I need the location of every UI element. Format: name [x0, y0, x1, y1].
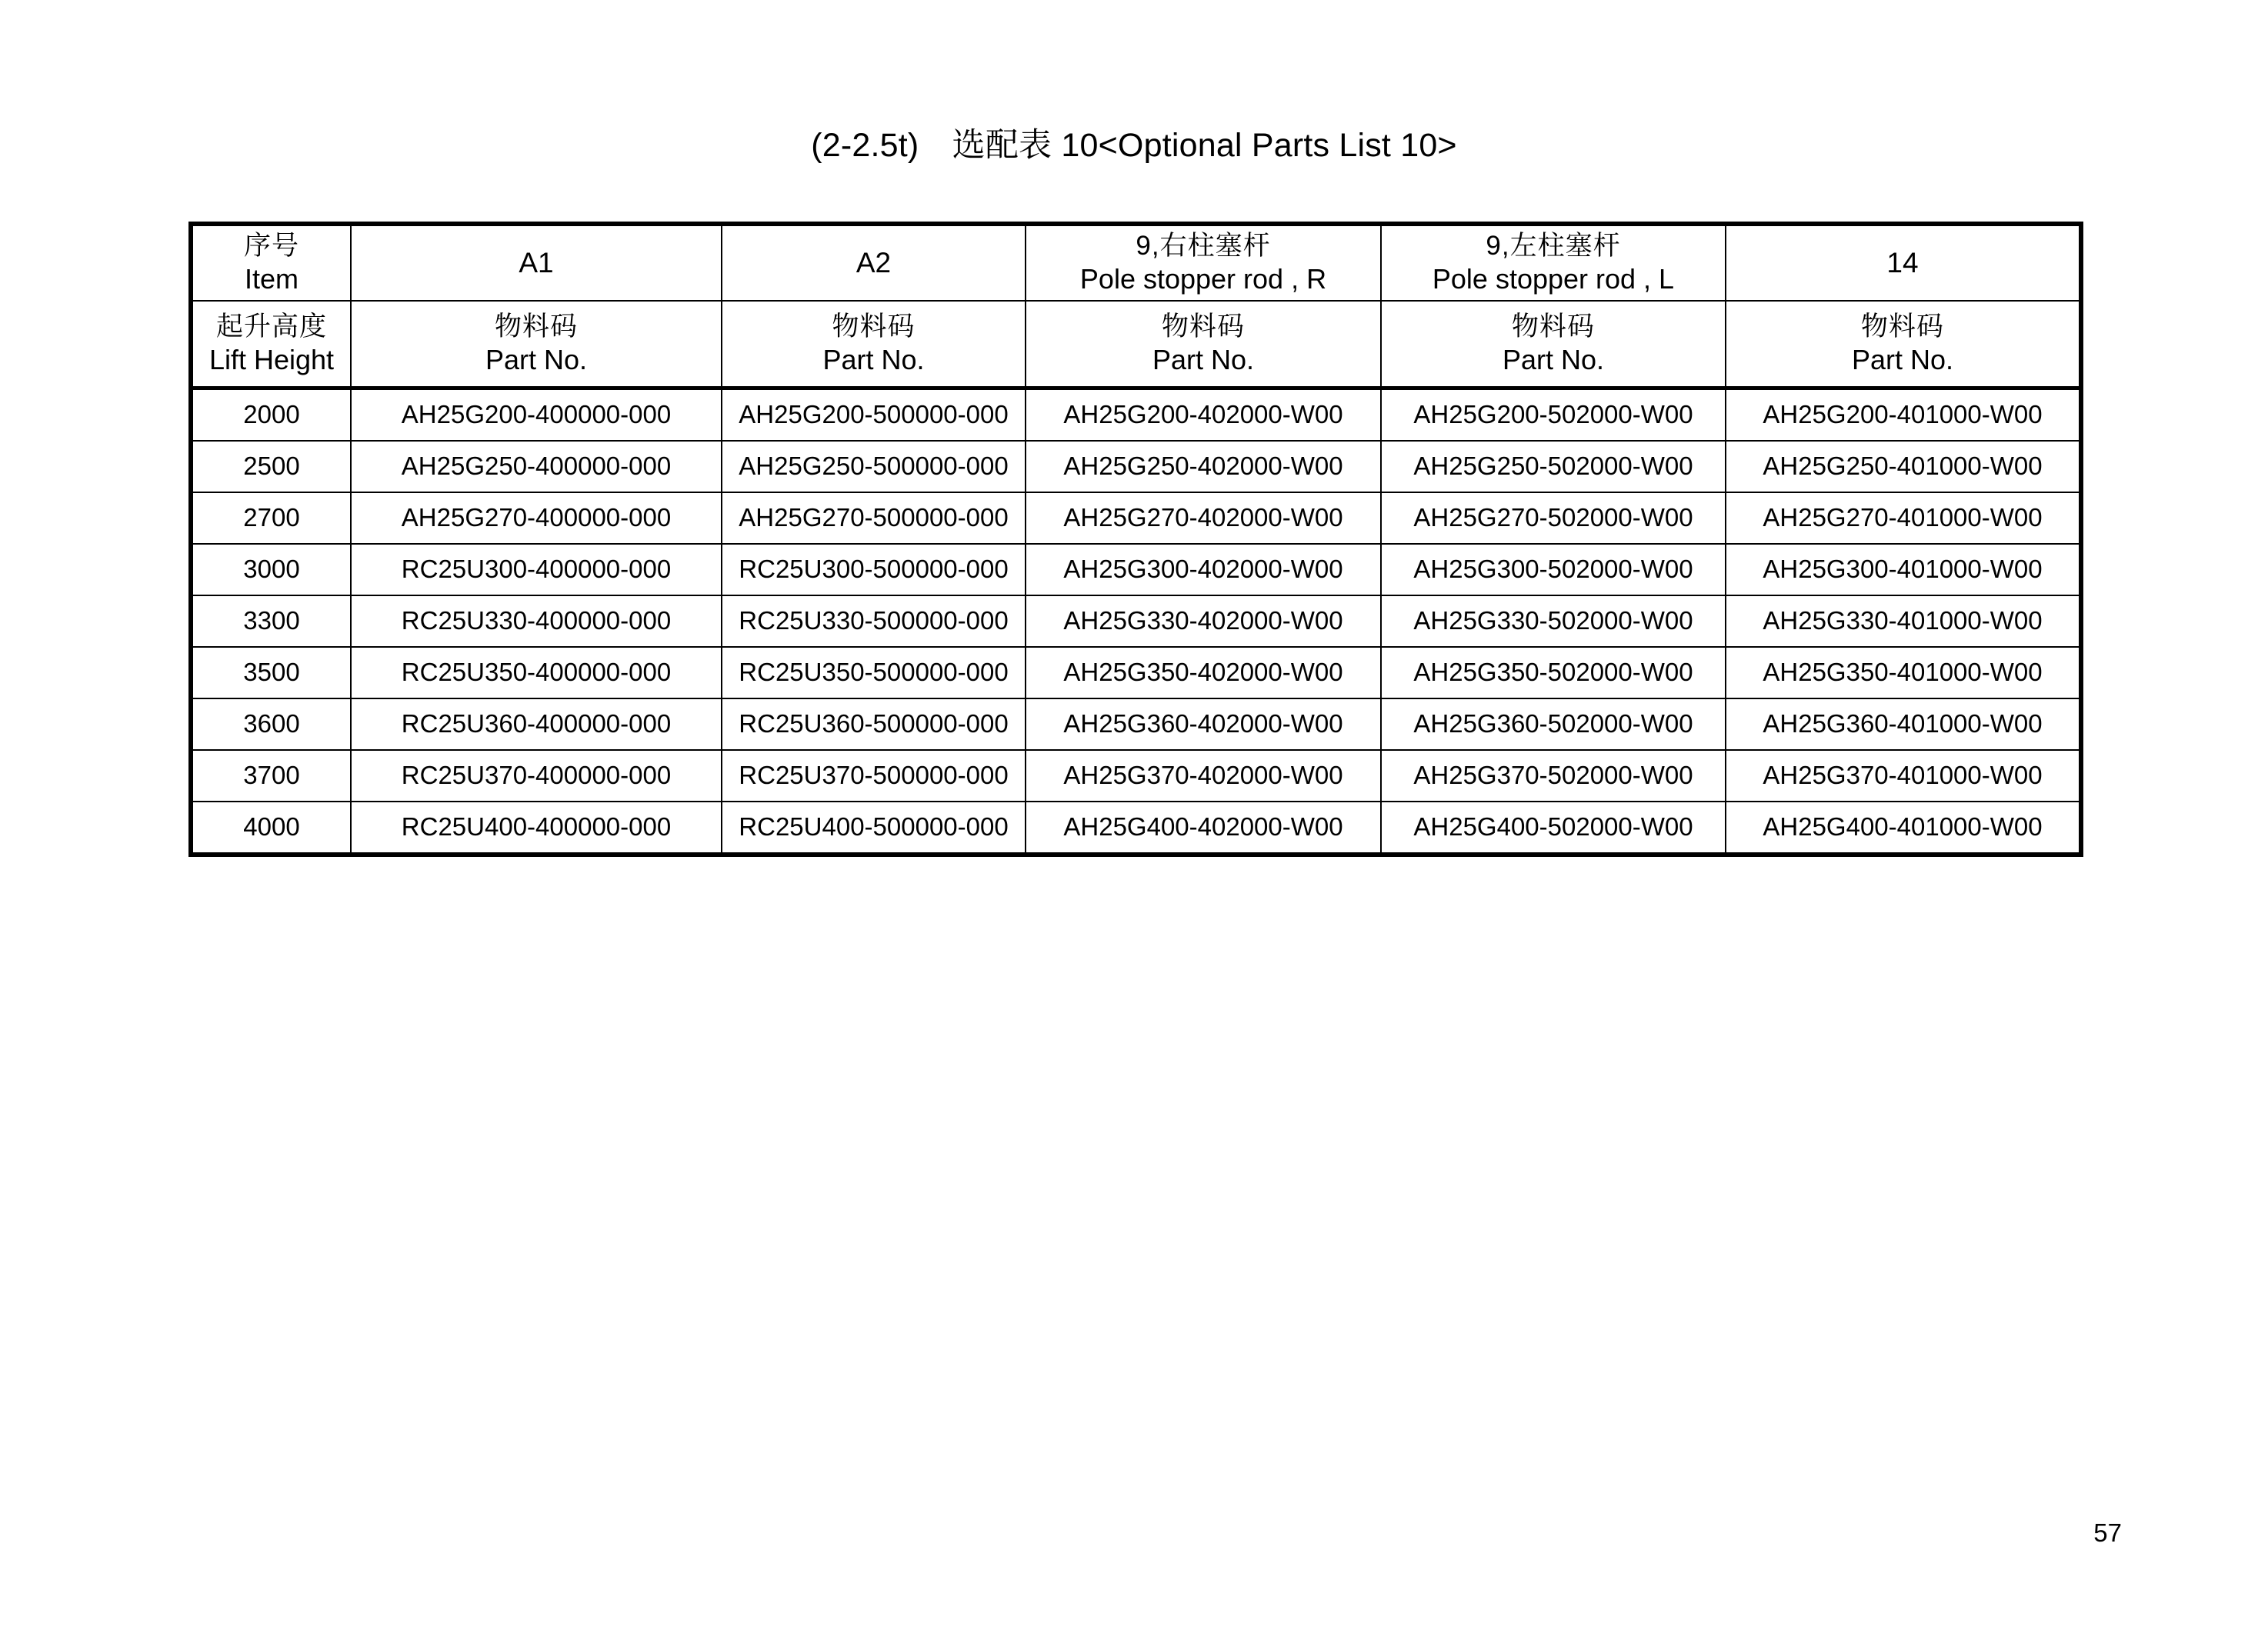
page-title: (2-2.5t) 选配表 10<Optional Parts List 10> [811, 127, 1457, 164]
cell-part-no-rod-r: AH25G400-402000-W00 [1026, 802, 1381, 855]
cell-part-no-a2: RC25U360-500000-000 [722, 698, 1026, 750]
cell-part-no-rod-r: AH25G360-402000-W00 [1026, 698, 1381, 750]
cell-part-no-a2: RC25U370-500000-000 [722, 750, 1026, 802]
table-row [191, 750, 2081, 802]
header-part-no-a1-en: Part No. [485, 344, 588, 376]
optional-parts-table [188, 222, 2083, 857]
header-pole-stopper-rod-r-en: Pole stopper rod , R [1079, 263, 1327, 295]
header-a1 [351, 224, 722, 301]
header-part-no-a2-cn: 物料码 [832, 311, 916, 342]
cell-part-no-rod-r: AH25G370-402000-W00 [1026, 750, 1381, 802]
cell-part-no-rod-r: AH25G330-402000-W00 [1026, 595, 1381, 647]
cell-lift-height: 2500 [191, 441, 351, 492]
cell-part-no-a2: RC25U350-500000-000 [722, 647, 1026, 698]
cell-lift-height: 4000 [191, 802, 351, 855]
header-a2 [722, 224, 1026, 301]
cell-part-no-item-14: AH25G330-401000-W00 [1726, 595, 2081, 647]
cell-part-no-a1: RC25U350-400000-000 [351, 647, 722, 698]
cell-part-no-rod-r: AH25G300-402000-W00 [1026, 544, 1381, 595]
header-pole-stopper-rod-r [1026, 224, 1381, 301]
cell-part-no-rod-l: AH25G330-502000-W00 [1381, 595, 1726, 647]
cell-lift-height: 3600 [191, 698, 351, 750]
header-part-no-item-14-en: Part No. [1851, 344, 1954, 376]
table-row [191, 492, 2081, 544]
header-pole-stopper-rod-l-en: Pole stopper rod , L [1432, 263, 1675, 295]
header-part-no-a2-en: Part No. [822, 344, 925, 376]
cell-part-no-a2: RC25U400-500000-000 [722, 802, 1026, 855]
cell-lift-height: 3700 [191, 750, 351, 802]
cell-part-no-a2: RC25U330-500000-000 [722, 595, 1026, 647]
cell-part-no-a1: AH25G200-400000-000 [351, 388, 722, 442]
cell-part-no-rod-r: AH25G270-402000-W00 [1026, 492, 1381, 544]
header-part-no-a1 [351, 301, 722, 388]
cell-part-no-a2: AH25G250-500000-000 [722, 441, 1026, 492]
cell-part-no-item-14: AH25G300-401000-W00 [1726, 544, 2081, 595]
table-row [191, 698, 2081, 750]
cell-part-no-item-14: AH25G200-401000-W00 [1726, 388, 2081, 442]
cell-part-no-rod-l: AH25G270-502000-W00 [1381, 492, 1726, 544]
cell-part-no-item-14: AH25G370-401000-W00 [1726, 750, 2081, 802]
cell-part-no-item-14: AH25G350-401000-W00 [1726, 647, 2081, 698]
table-row [191, 388, 2081, 442]
header-item-en: Item [244, 263, 299, 295]
table-row [191, 441, 2081, 492]
cell-lift-height: 3300 [191, 595, 351, 647]
table-row [191, 595, 2081, 647]
header-item-14 [1726, 224, 2081, 301]
table-row [191, 544, 2081, 595]
table-header-row-top [191, 224, 2081, 301]
cell-part-no-a2: AH25G270-500000-000 [722, 492, 1026, 544]
cell-part-no-rod-l: AH25G400-502000-W00 [1381, 802, 1726, 855]
table-row [191, 647, 2081, 698]
header-lift-height-cn: 起升高度 [215, 311, 327, 342]
cell-part-no-item-14: AH25G250-401000-W00 [1726, 441, 2081, 492]
cell-lift-height: 2000 [191, 388, 351, 442]
header-part-no-rod-l [1381, 301, 1726, 388]
header-item-cn: 序号 [243, 230, 299, 261]
cell-part-no-rod-l: AH25G250-502000-W00 [1381, 441, 1726, 492]
cell-part-no-rod-r: AH25G250-402000-W00 [1026, 441, 1381, 492]
cell-part-no-rod-l: AH25G360-502000-W00 [1381, 698, 1726, 750]
header-part-no-item-14-cn: 物料码 [1860, 311, 1944, 342]
cell-lift-height: 3000 [191, 544, 351, 595]
header-part-no-rod-r-en: Part No. [1152, 344, 1255, 376]
header-part-no-rod-l-cn: 物料码 [1511, 311, 1595, 342]
header-part-no-rod-r-cn: 物料码 [1161, 311, 1245, 342]
optional-parts-table-container [188, 222, 2079, 857]
page-number: 57 [2093, 1518, 2122, 1547]
cell-part-no-item-14: AH25G400-401000-W00 [1726, 802, 2081, 855]
cell-part-no-rod-l: AH25G370-502000-W00 [1381, 750, 1726, 802]
header-part-no-item-14 [1726, 301, 2081, 388]
header-part-no-a1-cn: 物料码 [494, 311, 578, 342]
table-header [191, 224, 2081, 388]
table-row [191, 802, 2081, 855]
header-part-no-a2 [722, 301, 1026, 388]
cell-part-no-a1: RC25U360-400000-000 [351, 698, 722, 750]
header-item [191, 224, 351, 301]
cell-part-no-rod-r: AH25G200-402000-W00 [1026, 388, 1381, 442]
header-part-no-rod-l-en: Part No. [1502, 344, 1605, 376]
cell-part-no-a2: RC25U300-500000-000 [722, 544, 1026, 595]
header-part-no-rod-r [1026, 301, 1381, 388]
header-pole-stopper-rod-l [1381, 224, 1726, 301]
cell-part-no-a1: RC25U300-400000-000 [351, 544, 722, 595]
cell-lift-height: 2700 [191, 492, 351, 544]
cell-part-no-rod-l: AH25G200-502000-W00 [1381, 388, 1726, 442]
cell-part-no-rod-l: AH25G300-502000-W00 [1381, 544, 1726, 595]
cell-part-no-item-14: AH25G270-401000-W00 [1726, 492, 2081, 544]
cell-part-no-item-14: AH25G360-401000-W00 [1726, 698, 2081, 750]
cell-part-no-a2: AH25G200-500000-000 [722, 388, 1026, 442]
header-lift-height-en: Lift Height [208, 344, 335, 376]
cell-lift-height: 3500 [191, 647, 351, 698]
table-body [191, 388, 2081, 855]
header-pole-stopper-rod-l-cn: 9,左柱塞杆 [1486, 230, 1621, 261]
header-item-14-label: 14 [1886, 247, 1919, 279]
cell-part-no-a1: AH25G270-400000-000 [351, 492, 722, 544]
header-lift-height [191, 301, 351, 388]
header-a1-label: A1 [519, 247, 554, 279]
cell-part-no-a1: AH25G250-400000-000 [351, 441, 722, 492]
table-header-row-sub [191, 301, 2081, 388]
header-pole-stopper-rod-r-cn: 9,右柱塞杆 [1136, 230, 1271, 261]
cell-part-no-rod-r: AH25G350-402000-W00 [1026, 647, 1381, 698]
header-a2-label: A2 [856, 247, 892, 279]
cell-part-no-a1: RC25U400-400000-000 [351, 802, 722, 855]
cell-part-no-a1: RC25U370-400000-000 [351, 750, 722, 802]
cell-part-no-rod-l: AH25G350-502000-W00 [1381, 647, 1726, 698]
cell-part-no-a1: RC25U330-400000-000 [351, 595, 722, 647]
